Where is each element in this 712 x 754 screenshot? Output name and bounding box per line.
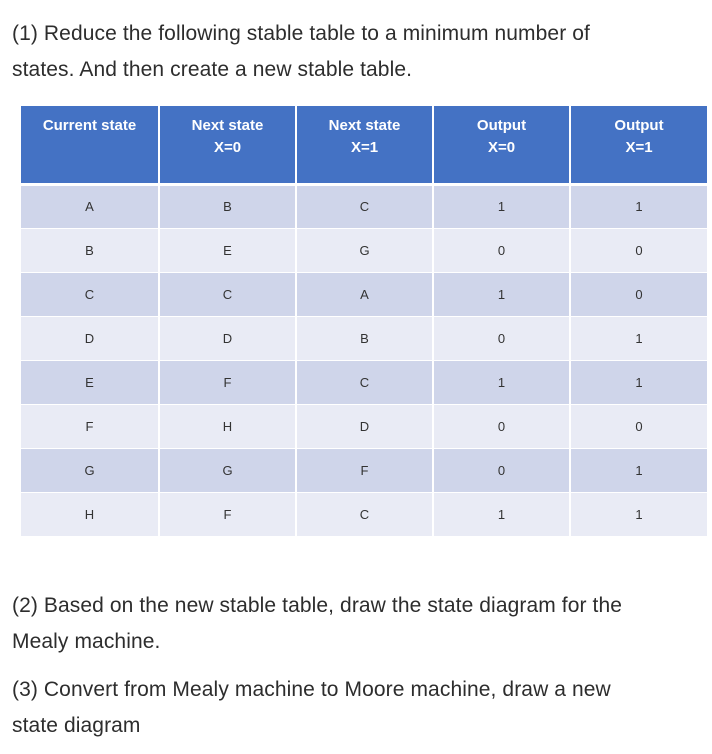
table-row xyxy=(21,184,707,228)
table-row xyxy=(21,492,707,536)
cell-current-state: A xyxy=(21,184,159,228)
table-header-row xyxy=(21,106,707,184)
table-row xyxy=(21,316,707,360)
cell-next-state-x0: E xyxy=(159,228,296,272)
header-output-x1 xyxy=(570,106,707,184)
cell-output-x1: 1 xyxy=(570,448,707,492)
cell-next-state-x0: F xyxy=(159,360,296,404)
cell-current-state: G xyxy=(21,448,159,492)
question-1-line-2: states. And then create a new stable table. xyxy=(12,58,413,81)
cell-output-x0: 1 xyxy=(433,272,570,316)
cell-next-state-x1: D xyxy=(296,404,433,448)
cell-output-x1: 0 xyxy=(570,404,707,448)
question-2-line-1: (2) Based on the new stable table, draw the state diagram for the xyxy=(12,594,623,617)
cell-next-state-x1: G xyxy=(296,228,433,272)
cell-output-x0: 1 xyxy=(433,492,570,536)
cell-next-state-x1: C xyxy=(296,184,433,228)
cell-next-state-x0: F xyxy=(159,492,296,536)
cell-next-state-x0: D xyxy=(159,316,296,360)
header-next-state-x0 xyxy=(159,106,296,184)
cell-current-state: F xyxy=(21,404,159,448)
header-sublabel: X=0 xyxy=(213,139,242,156)
cell-output-x0: 0 xyxy=(433,228,570,272)
header-label: Next state xyxy=(328,117,401,134)
header-label: Current state xyxy=(42,117,137,134)
question-1-line-1: (1) Reduce the following stable table to a minimum number of xyxy=(12,22,590,45)
header-sublabel: X=1 xyxy=(625,139,653,156)
cell-output-x0: 0 xyxy=(433,316,570,360)
header-label: Next state xyxy=(191,117,264,134)
cell-output-x1: 1 xyxy=(570,492,707,536)
cell-output-x0: 1 xyxy=(433,184,570,228)
cell-next-state-x1: B xyxy=(296,316,433,360)
table-row xyxy=(21,272,707,316)
question-3 xyxy=(12,672,702,744)
header-label: Output xyxy=(476,117,527,134)
cell-output-x1: 0 xyxy=(570,228,707,272)
question-1 xyxy=(12,16,692,88)
cell-next-state-x0: G xyxy=(159,448,296,492)
header-next-state-x1 xyxy=(296,106,433,184)
cell-output-x1: 1 xyxy=(570,184,707,228)
cell-next-state-x1: C xyxy=(296,360,433,404)
cell-next-state-x1: F xyxy=(296,448,433,492)
table-row xyxy=(21,360,707,404)
cell-output-x1: 0 xyxy=(570,272,707,316)
cell-current-state: C xyxy=(21,272,159,316)
header-current-state xyxy=(21,106,159,184)
cell-current-state: D xyxy=(21,316,159,360)
question-2-line-2: Mealy machine. xyxy=(12,630,161,653)
cell-output-x0: 0 xyxy=(433,448,570,492)
cell-next-state-x1: A xyxy=(296,272,433,316)
cell-next-state-x1: C xyxy=(296,492,433,536)
cell-output-x0: 1 xyxy=(433,360,570,404)
cell-next-state-x0: C xyxy=(159,272,296,316)
header-output-x0 xyxy=(433,106,570,184)
cell-next-state-x0: B xyxy=(159,184,296,228)
cell-output-x0: 0 xyxy=(433,404,570,448)
header-label: Output xyxy=(614,117,664,134)
header-sublabel: X=1 xyxy=(350,139,379,156)
question-3-line-2: state diagram xyxy=(12,714,141,737)
table-row xyxy=(21,448,707,492)
cell-current-state: B xyxy=(21,228,159,272)
cell-output-x1: 1 xyxy=(570,360,707,404)
cell-output-x1: 1 xyxy=(570,316,707,360)
cell-next-state-x0: H xyxy=(159,404,296,448)
table-row xyxy=(21,228,707,272)
table-row xyxy=(21,404,707,448)
cell-current-state: E xyxy=(21,360,159,404)
question-2 xyxy=(12,588,702,660)
header-sublabel: X=0 xyxy=(487,139,516,156)
state-table xyxy=(21,106,707,537)
question-3-line-1: (3) Convert from Mealy machine to Moore machine, draw a new xyxy=(12,678,611,701)
cell-current-state: H xyxy=(21,492,159,536)
